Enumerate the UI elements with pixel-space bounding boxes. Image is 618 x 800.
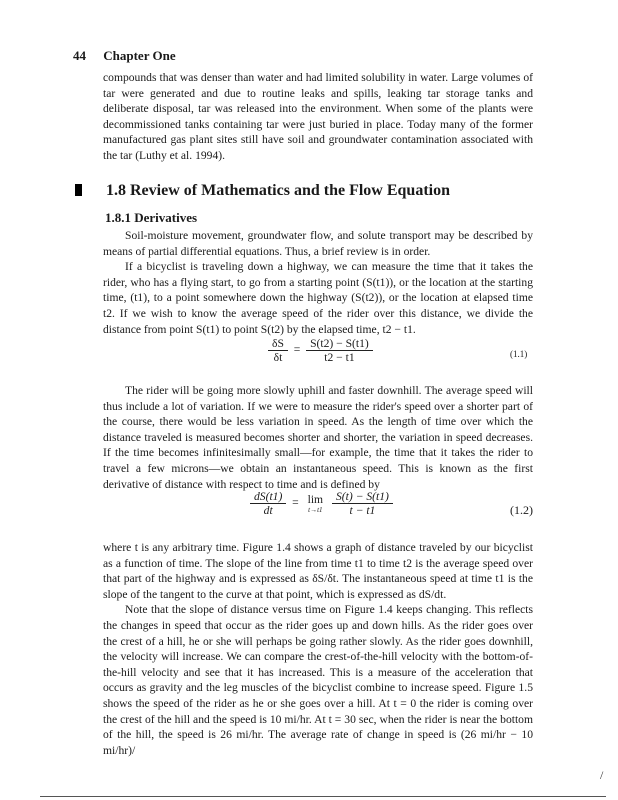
section-number: 1.8 (106, 182, 126, 199)
paragraph-bicyclist: If a bicyclist is traveling down a highway, we can measure the time that it takes the rider, who has a flying start, to go from a starting point (S(t1)), or the location at the starting time, (t1), to a point somewhere down the highway (S(t2)), or the location at elapsed time t2. If we wish to know the average speed of the rider over this distance, we divide the distance from point S(t1) to point S(t2) by the elapsed time, t2 − t1. (103, 260, 533, 336)
margin-mark: / (600, 768, 604, 782)
section-heading (75, 182, 450, 200)
eq2-rhs-denominator: t − t1 (349, 504, 376, 517)
eq2-rhs-numerator: S(t) − S(t1) (332, 490, 393, 504)
eq2-lhs-numerator: dS(t1) (250, 490, 286, 504)
body-text-derivatives (103, 228, 533, 337)
intro-paragraph: compounds that was denser than water and had limited solubility in water. Large volumes of tar were generated and due to routine leaks and spills, leaking tar storage tanks and deliberate disposal, tar was released into the environment. When some of the plants were decommissioned tanks containing tar were just buried in place. Today many of the former manufactured gas plant sites still have soil and groundwater contamination associated with the tar (Luthy et al. 1994). (103, 71, 533, 162)
eq2-lim: lim (307, 493, 324, 506)
subsection-heading (105, 210, 197, 226)
subsection-title: Derivatives (134, 210, 198, 225)
paragraph-intro-pde: Soil-moisture movement, groundwater flow, and solute transport may be described by means of partial differential equations. Thus, a brief review is in order. (103, 229, 533, 258)
eq1-lhs-denominator: δt (273, 351, 283, 364)
subsection-number: 1.8.1 (105, 210, 131, 225)
page-number: 44 (73, 48, 86, 63)
section-marker-icon (75, 184, 82, 196)
bottom-rule (40, 796, 606, 797)
paragraph-figure-1-4: where t is any arbitrary time. Figure 1.4 shows a graph of distance traveled by our bicyclist as a function of time. The slope of the line from time t1 to time t2 is the average speed over that part of the highway and is expressed as δS/δt. The instantaneous speed at time t1 is the slope of the tangent to the curve at that point, which is expressed as dS/dt. (103, 541, 533, 601)
chapter-title: Chapter One (103, 48, 176, 63)
eq1-lhs-numerator: δS (268, 337, 288, 351)
body-text-slope (103, 540, 533, 758)
equation-average-speed: $\frac{\delta S}{\delta t}$ = $\frac{S(t2) - S(t1)}{t2 - t1}$ (268, 337, 373, 364)
equation-derivative: $\frac{dS(t1)}{dt}$ = lim t→t1 $\frac{S(t) - S(t1)}{t - t1}$ (250, 490, 393, 517)
paragraph-acceleration: Note that the slope of distance versus time on Figure 1.4 keeps changing. This reflects the changes in speed that occur as the rider goes up and down hills. As the rider goes over the crest of a hill, he or she will perhaps be going rather slowly. As the rider goes downhill, the velocity will increase. We can compare the crest-of-the-hill velocity with the bottom-of-the-hill velocity and see that it has increased. This is a measure of the acceleration that occurs as gravity and the leg muscles of the bicyclist combine to increase speed. Figure 1.5 shows the speed of the rider as he or she goes over a hill. At t = 0 the rider is coming over the crest of the hill and the speed is 10 mi/hr. At t = 30 sec, when the rider is near the bottom of the hill, the speed is 26 mi/hr. The average rate of change in speed is (26 mi/hr − 10 mi/hr)/ (103, 603, 533, 757)
equation-number-2: (1.2) (510, 503, 533, 517)
section-title: Review of Mathematics and the Flow Equation (130, 182, 450, 199)
eq1-rhs-numerator: S(t2) − S(t1) (306, 337, 373, 351)
equation-number-1: (1.1) (510, 349, 528, 359)
eq1-rhs-denominator: t2 − t1 (324, 351, 355, 364)
paragraph-speed-variation: The rider will be going more slowly uphill and faster downhill. The average speed will thus include a lot of variation. If we were to measure the rider's speed over a shorter part of the course, there would be less variation in speed. As the length of time over which the distance traveled is measured becomes shorter and shorter, the variation in speed decreases. If the time becomes infinitesimally small—for example, the time that it takes the rider to travel a few microns—we obtain an instantaneous speed. This is known as the first derivative of distance with respect to time and is defined by (103, 384, 533, 491)
page-header (73, 48, 176, 64)
eq2-lhs-denominator: dt (263, 504, 273, 517)
eq2-lim-subscript: t→t1 (308, 506, 323, 514)
